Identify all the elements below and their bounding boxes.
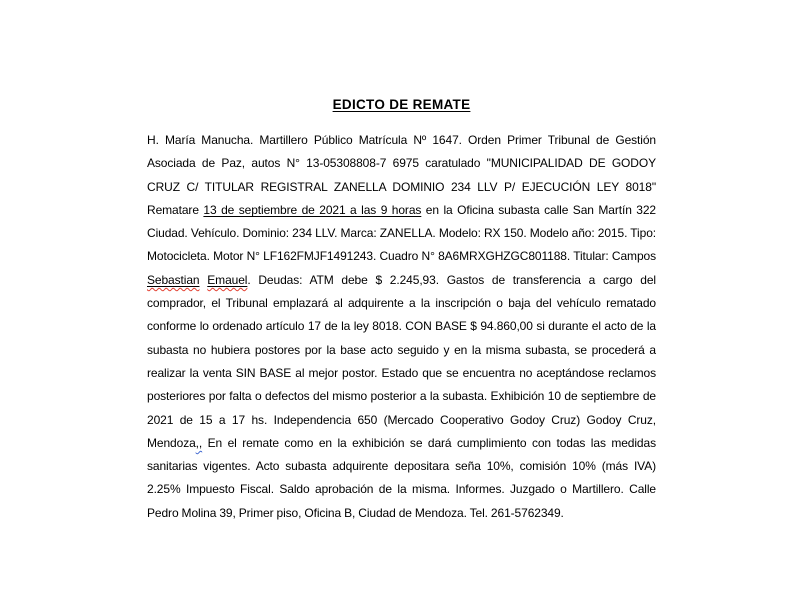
- text-segment: ,,: [195, 435, 203, 450]
- text-segment: H. María Manucha. Martillero Público Matrícula Nº 1647. Orden Primer Tribunal de Gestión Asociada de Paz, autos N° 13-05308808-7 6975 caratulado "MUNICIPALIDAD DE GODOY CRUZ C/ TITULAR REGISTRAL ZANELLA DOMINIO 234 LLV P/ EJECUCIÓN LEY 8018" Rematare: [147, 133, 656, 217]
- document-title: EDICTO DE REMATE: [332, 97, 471, 112]
- text-segment: Sebastian: [147, 272, 200, 287]
- document-content: [147, 97, 656, 525]
- text-segment: . Deudas: ATM debe $ 2.245,93. Gastos de transferencia a cargo del comprador, el Tribunal emplazará al adquirente a la inscripción o baja del vehículo rematado conforme lo ordenado artículo 17 de la ley 8018. CON BASE $ 94.860,00 si durante el acto de la subasta no hubiera postores por la base acto seguido y en la misma subasta, se procederá a realizar la venta SIN BASE al mejor postor. Estado que se encuentra no aceptándose reclamos posteriores por falta o defectos del mismo posterior a la subasta. Exhibición 10 de septiembre de 2021 de 15 a 17 hs. Independencia 650 (Mercado Cooperativo Godoy Cruz) Godoy Cruz, Mendoza: [147, 272, 656, 450]
- text-segment: Emauel: [207, 272, 248, 287]
- text-segment: 13 de septiembre de 2021 a las 9 horas: [203, 202, 422, 217]
- text-segment: En el remate como en la exhibición se dará cumplimiento con todas las medidas sanitarias vigentes. Acto subasta adquirente depositara seña 10%, comisión 10% (más IVA) 2.25% Impuesto Fiscal. Saldo aprobación de la misma. Informes. Juzgado o Martillero. Calle Pedro Molina 39, Primer piso, Oficina B, Ciudad de Mendoza. Tel. 261-5762349.: [147, 435, 656, 520]
- edict-paragraph: [147, 129, 656, 525]
- text-segment: en la Oficina subasta calle San Martín 322 Ciudad. Vehículo. Dominio: 234 LLV. Marca: ZANELLA. Modelo: RX 150. Modelo año: 2015. Tipo: Motocicleta. Motor N° LF162FMJF1491243. Cuadro N° 8A6MRXGHZGC801188. Titular: Campos: [147, 202, 657, 264]
